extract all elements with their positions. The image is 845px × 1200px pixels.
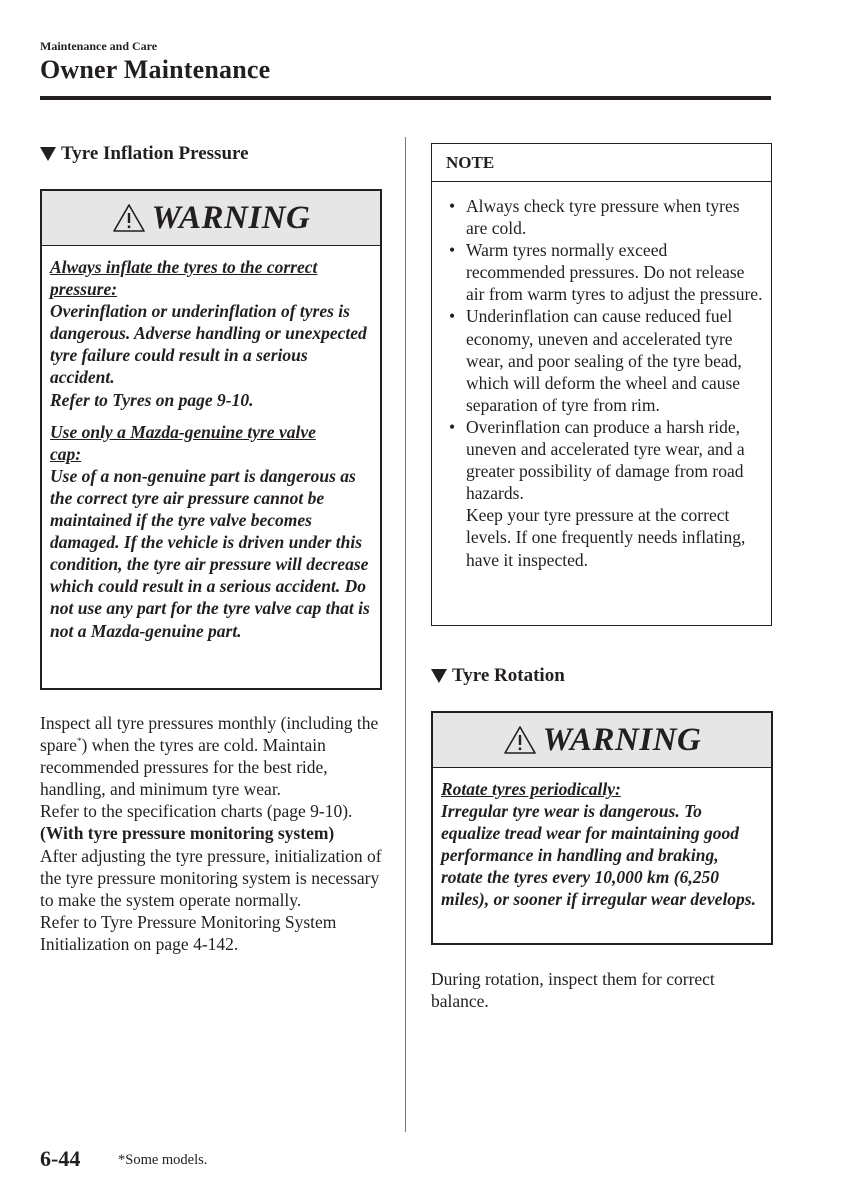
note-box xyxy=(431,143,772,626)
header-rule xyxy=(40,96,771,100)
footnote-marker: * xyxy=(76,736,82,747)
warning-item-1 xyxy=(50,256,372,411)
tyre-rotation-heading-text: Tyre Rotation xyxy=(452,665,565,686)
body-paragraph-4: After adjusting the tyre pressure, initialization of the tyre pressure monitoring system is necessary to make the system operate normally. xyxy=(40,845,382,910)
tyre-rotation-heading xyxy=(431,665,565,687)
warning-item-1-ref: Refer to Tyres on page 9-10. xyxy=(50,389,254,410)
note-item: • Underinflation can cause reduced fuel economy, uneven and accelerated tyre wear, and poor sealing of the tyre bead, which will deform the wheel and cause separation of tyre from rim. xyxy=(432,305,771,415)
warning-item-2-heading-a: Use only a Mazda-genuine tyre valve xyxy=(50,421,316,442)
page-number: 6-44 xyxy=(40,1146,81,1171)
column-divider xyxy=(405,137,406,1132)
body-paragraph-3: (With tyre pressure monitoring system) xyxy=(40,823,335,844)
body-paragraph-1 xyxy=(40,712,385,800)
body-p1-a: Inspect all tyre pressures monthly (including the spare xyxy=(40,713,379,756)
warning-title: WARNING xyxy=(151,199,311,236)
note-item: • Warm tyres normally exceed recommended pressures. Do not release air from warm tyres to adjust the pressure. xyxy=(432,239,771,305)
warning-box-rotation xyxy=(431,711,773,945)
warning-item-2-heading-b: cap: xyxy=(50,443,82,464)
page-title: Owner Maintenance xyxy=(40,55,271,84)
rotation-body: During rotation, inspect them for correct balance. xyxy=(431,969,715,1012)
rotation-warning-heading: Rotate tyres periodically: xyxy=(441,779,621,799)
note-item: • Overinflation can produce a harsh ride, uneven and accelerated tyre wear, and a greater possibility of damage from road hazards. xyxy=(432,416,771,504)
body-p1-b: ) when the tyres are cold. Maintain recommended pressures for the best ride, handling, and minimum tyre wear. xyxy=(40,735,328,800)
triangle-marker-icon xyxy=(431,669,447,683)
warning-item-2 xyxy=(50,421,372,642)
warning-header xyxy=(433,713,771,768)
warning-box-inflation xyxy=(40,189,382,690)
warning-body xyxy=(42,246,380,642)
warning-item-2-text: Use of a non-genuine part is dangerous as the correct tyre air pressure cannot be maintained if the tyre valve becomes damaged. If the vehicle is driven under this condition, the tyre air pressure will decrease which could result in a serious accident. Do not use any part for the tyre valve cap that is not a Mazda-genuine part. xyxy=(50,465,370,641)
inflation-body xyxy=(40,712,385,955)
warning-body xyxy=(433,768,771,911)
tyre-inflation-heading-text: Tyre Inflation Pressure xyxy=(61,143,249,164)
body-paragraph-5: Refer to Tyre Pressure Monitoring System Initialization on page 4-142. xyxy=(40,911,337,954)
warning-triangle-icon xyxy=(503,725,537,755)
note-item: • Always check tyre pressure when tyres are cold. xyxy=(432,195,771,239)
warning-item-1-text: Overinflation or underinflation of tyres is dangerous. Adverse handling or unexpected tyre failure could result in a serious accident. xyxy=(50,301,367,388)
body-paragraph-2: Refer to the specification charts (page 9-10). xyxy=(40,801,353,822)
triangle-marker-icon xyxy=(40,147,56,161)
warning-item-1-heading-a: Always inflate the tyres to the correct xyxy=(50,257,318,277)
note-title: NOTE xyxy=(432,144,771,182)
warning-triangle-icon xyxy=(112,203,146,233)
warning-header xyxy=(42,191,380,246)
warning-item-1-heading-b: pressure: xyxy=(50,279,118,300)
note-list xyxy=(432,182,771,504)
footnote: *Some models. xyxy=(118,1152,208,1168)
rotation-warning-item xyxy=(441,778,763,911)
note-extra: Keep your tyre pressure at the correct levels. If one frequently needs inflating, have it inspected. xyxy=(466,505,746,570)
section-label: Maintenance and Care xyxy=(40,39,158,53)
rotation-warning-text: Irregular tyre wear is dangerous. To equalize tread wear for maintaining good performance in handling and braking, rotate the tyres every 10,000 km (6,250 miles), or sooner if irregular wear develops. xyxy=(441,801,756,910)
tyre-inflation-heading xyxy=(40,143,249,165)
warning-title: WARNING xyxy=(542,721,702,758)
